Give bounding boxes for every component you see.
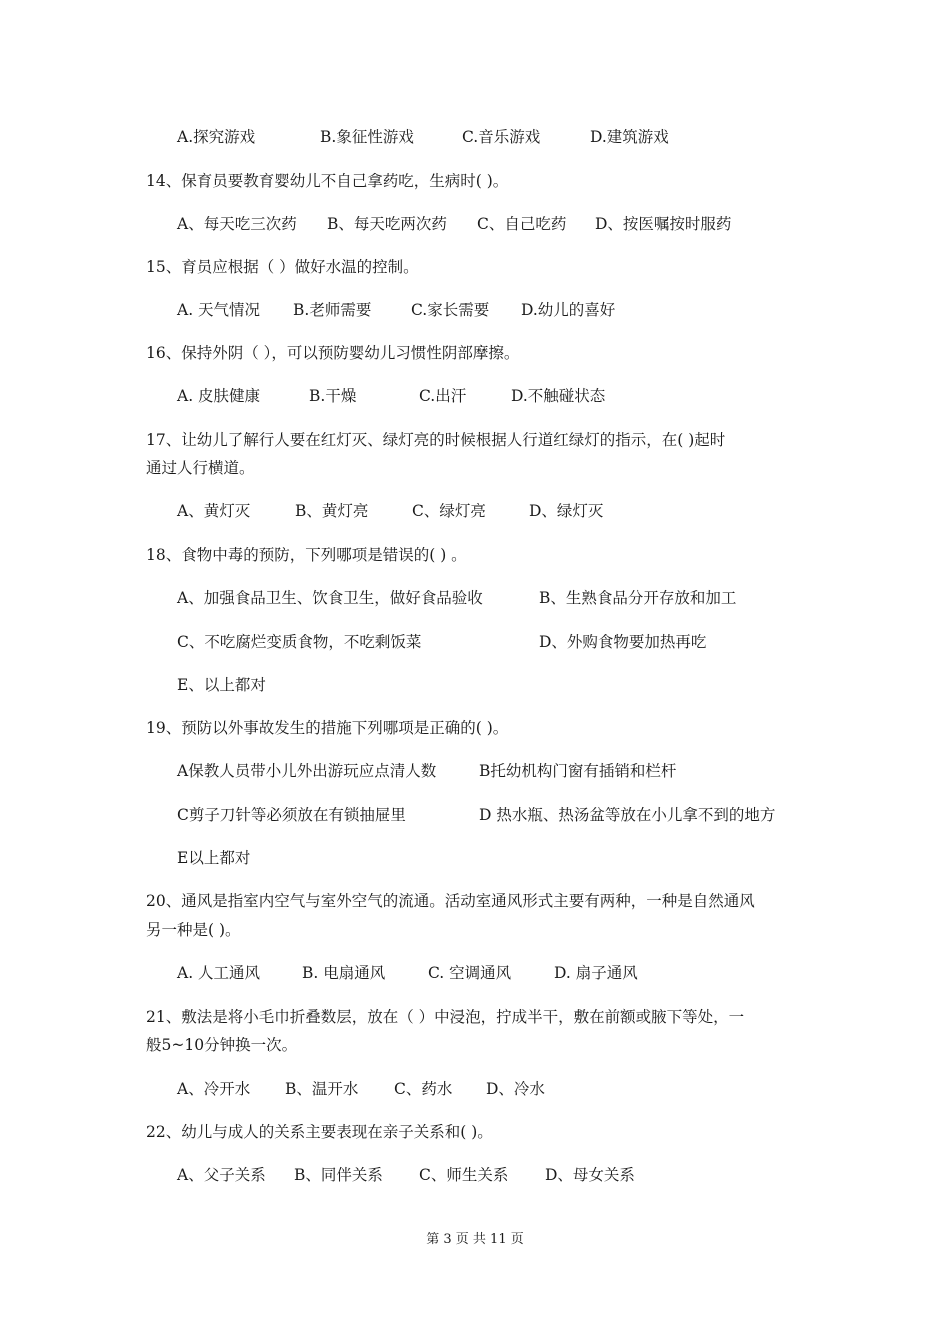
q19-options-row2	[177, 804, 775, 826]
q13-option-d: D.建筑游戏	[590, 128, 669, 146]
q15-options	[177, 299, 615, 321]
q14-question: 14、保育员要教育婴幼儿不自己拿药吃，生病时( )。	[146, 172, 509, 190]
q19-options-row1	[177, 760, 676, 782]
q13-options	[177, 126, 669, 148]
q20-option-d: D. 扇子通风	[554, 964, 638, 982]
q22-option-c: C、师生关系	[419, 1166, 509, 1184]
q17-option-b: B、黄灯亮	[295, 502, 369, 520]
q16-option-c: C.出汗	[419, 387, 467, 405]
q22-option-d: D、母女关系	[545, 1166, 635, 1184]
q18-option-e: E、以上都对	[177, 676, 266, 694]
q21-question-line1: 21、敷法是将小毛巾折叠数层，放在（ ）中浸泡，拧成半干，敷在前额或腋下等处，一	[146, 1008, 745, 1026]
q22-option-b: B、同伴关系	[294, 1166, 383, 1184]
q16-question: 16、保持外阴（ ），可以预防婴幼儿习惯性阴部摩擦。	[146, 344, 520, 362]
q15-option-a: A. 天气情况	[177, 301, 261, 319]
q18-question: 18、食物中毒的预防，下列哪项是错误的( ) 。	[146, 546, 467, 564]
q18-option-c: C、不吃腐烂变质食物，不吃剩饭菜	[177, 633, 422, 651]
q16-option-d: D.不触碰状态	[511, 387, 606, 405]
q18-options-row2	[177, 631, 706, 653]
q19-question: 19、预防以外事故发生的措施下列哪项是正确的( )。	[146, 719, 509, 737]
q13-option-b: B.象征性游戏	[320, 128, 414, 146]
q17-question-line1: 17、让幼儿了解行人要在红灯灭、绿灯亮的时候根据人行道红绿灯的指示，在( )起时	[146, 431, 726, 449]
q21-option-a: A、冷开水	[177, 1080, 251, 1098]
q20-option-a: A. 人工通风	[177, 964, 261, 982]
q19-option-e: E以上都对	[177, 849, 251, 867]
q22-options	[177, 1164, 635, 1186]
q13-option-c: C.音乐游戏	[462, 128, 541, 146]
q20-option-b: B. 电扇通风	[302, 964, 386, 982]
page-footer: 第 3 页 共 11 页	[426, 1232, 524, 1247]
q16-option-b: B.干燥	[309, 387, 357, 405]
q17-option-d: D、绿灯灭	[529, 502, 604, 520]
q17-options	[177, 500, 603, 522]
q18-option-a: A、加强食品卫生、饮食卫生，做好食品验收	[177, 589, 483, 607]
q16-options	[177, 385, 605, 407]
q14-option-d: D、按医嘱按时服药	[595, 215, 732, 233]
q21-option-c: C、药水	[394, 1080, 453, 1098]
q14-option-b: B、每天吃两次药	[327, 215, 447, 233]
q20-options	[177, 962, 638, 984]
q14-option-c: C、自己吃药	[477, 215, 567, 233]
q17-option-a: A、黄灯灭	[177, 502, 251, 520]
q21-option-b: B、温开水	[285, 1080, 359, 1098]
q21-question-line2: 般5~10分钟换一次。	[146, 1036, 298, 1054]
q21-option-d: D、冷水	[486, 1080, 545, 1098]
q14-option-a: A、每天吃三次药	[177, 215, 297, 233]
q20-option-c: C. 空调通风	[428, 964, 512, 982]
q18-options-row1	[177, 587, 736, 609]
q16-option-a: A. 皮肤健康	[177, 387, 261, 405]
q19-option-b: B托幼机构门窗有插销和栏杆	[479, 762, 677, 780]
q17-option-c: C、绿灯亮	[412, 502, 486, 520]
q18-option-b: B、生熟食品分开存放和加工	[539, 589, 737, 607]
q19-option-a: A保教人员带小儿外出游玩应点清人数	[177, 762, 437, 780]
q15-option-b: B.老师需要	[293, 301, 372, 319]
q22-question: 22、幼儿与成人的关系主要表现在亲子关系和( )。	[146, 1123, 493, 1141]
q14-options	[177, 213, 731, 235]
q21-options	[177, 1078, 545, 1100]
q22-option-a: A、父子关系	[177, 1166, 266, 1184]
q17-question-line2: 通过人行横道。	[146, 459, 255, 477]
q19-option-d: D 热水瓶、热汤盆等放在小儿拿不到的地方	[479, 806, 776, 824]
q20-question-line2: 另一种是( )。	[146, 921, 241, 939]
q20-question-line1: 20、通风是指室内空气与室外空气的流通。活动室通风形式主要有两种，一种是自然通风	[146, 892, 755, 910]
q15-question: 15、育员应根据（ ）做好水温的控制。	[146, 258, 419, 276]
q15-option-d: D.幼儿的喜好	[521, 301, 616, 319]
q15-option-c: C.家长需要	[411, 301, 490, 319]
q13-option-a: A.探究游戏	[177, 128, 256, 146]
q19-option-c: C剪子刀针等必须放在有锁抽屉里	[177, 806, 406, 824]
q18-option-d: D、外购食物要加热再吃	[539, 633, 707, 651]
